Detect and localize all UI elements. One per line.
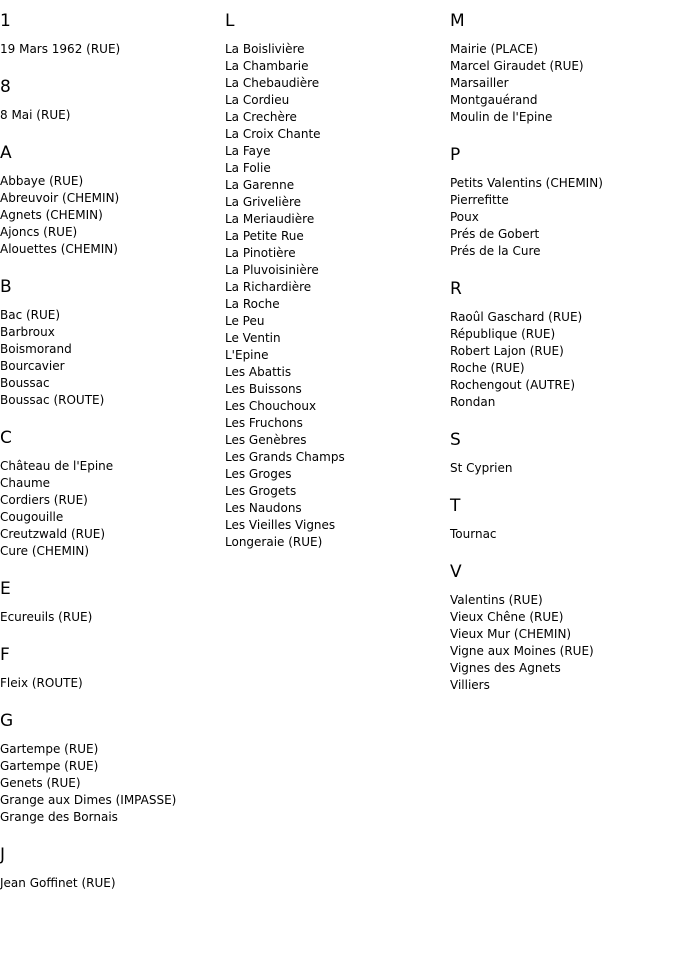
street-item (0, 675, 225, 692)
letter-heading: M (450, 11, 465, 31)
street-item (450, 460, 675, 477)
street-link[interactable]: La Crechère (225, 110, 297, 124)
street-item (0, 609, 225, 626)
street-item (0, 792, 225, 809)
street-link[interactable]: La Roche (225, 297, 280, 311)
street-item (225, 517, 450, 534)
street-item (225, 245, 450, 262)
street-link[interactable]: Grange aux Dimes (IMPASSE) (0, 793, 177, 807)
letter-heading: J (0, 845, 6, 865)
street-link[interactable]: Agnets (CHEMIN) (0, 208, 103, 222)
street-index-column-1 (0, 10, 225, 910)
street-list (0, 41, 225, 58)
street-link[interactable]: Abreuvoir (CHEMIN) (0, 191, 120, 205)
letter-heading: S (450, 430, 461, 450)
street-link[interactable]: Cougouille (0, 510, 64, 524)
street-index-column-3 (450, 10, 675, 712)
street-link[interactable]: Barbroux (0, 325, 55, 339)
street-item (450, 226, 675, 243)
street-item (450, 75, 675, 92)
street-index-column-2 (225, 10, 450, 569)
letter-group (0, 10, 225, 58)
street-link[interactable]: Bourcavier (0, 359, 65, 373)
street-item (0, 375, 225, 392)
letter-heading: 1 (0, 11, 11, 31)
letter-group (450, 429, 675, 477)
street-item (450, 377, 675, 394)
street-link[interactable]: La Pluvoisinière (225, 263, 319, 277)
letter-heading: A (0, 143, 12, 163)
street-item (450, 41, 675, 58)
letter-group (0, 844, 225, 892)
letter-heading: F (0, 645, 10, 665)
letter-group (0, 644, 225, 692)
street-item (0, 173, 225, 190)
street-item (225, 313, 450, 330)
street-link[interactable]: Poux (450, 210, 479, 224)
street-item (225, 160, 450, 177)
street-item (450, 58, 675, 75)
street-list (0, 107, 225, 124)
street-list (0, 675, 225, 692)
street-link[interactable]: Les Grogets (225, 484, 297, 498)
street-link[interactable]: La Petite Rue (225, 229, 304, 243)
street-link[interactable]: 19 Mars 1962 (RUE) (0, 42, 121, 56)
letter-group (450, 278, 675, 411)
street-link[interactable]: Prés de la Cure (450, 244, 541, 258)
street-item (225, 296, 450, 313)
street-link[interactable]: Les Buissons (225, 382, 302, 396)
street-link[interactable]: Chaume (0, 476, 51, 490)
letter-group (225, 10, 450, 551)
letter-group (0, 142, 225, 258)
street-link[interactable]: La Folie (225, 161, 271, 175)
street-link[interactable]: Moulin de l'Epine (450, 110, 553, 124)
street-link[interactable]: La Grivelière (225, 195, 302, 209)
street-link[interactable]: Les Fruchons (225, 416, 303, 430)
street-link[interactable]: La Meriaudière (225, 212, 315, 226)
street-link[interactable]: Petits Valentins (CHEMIN) (450, 176, 603, 190)
street-item (0, 543, 225, 560)
street-item (225, 483, 450, 500)
street-item (225, 58, 450, 75)
street-item (450, 660, 675, 677)
street-list (0, 307, 225, 409)
letter-heading: B (0, 277, 12, 297)
street-item (0, 107, 225, 124)
street-item (0, 875, 225, 892)
street-item (225, 109, 450, 126)
street-link[interactable]: Bac (RUE) (0, 308, 61, 322)
street-link[interactable]: Ecureuils (RUE) (0, 610, 93, 624)
street-link[interactable]: Vignes des Agnets (450, 661, 561, 675)
street-link[interactable]: 8 Mai (RUE) (0, 108, 71, 122)
street-link[interactable]: Raoûl Gaschard (RUE) (450, 310, 583, 324)
street-item (225, 398, 450, 415)
street-link[interactable]: Boussac (ROUTE) (0, 393, 105, 407)
street-link[interactable]: Villiers (450, 678, 490, 692)
street-link[interactable]: Longeraie (RUE) (225, 535, 323, 549)
street-item (0, 224, 225, 241)
street-link[interactable]: Vieux Mur (CHEMIN) (450, 627, 572, 641)
street-item (225, 364, 450, 381)
street-item (225, 279, 450, 296)
street-item (225, 466, 450, 483)
street-item (225, 143, 450, 160)
street-item (450, 677, 675, 694)
street-item (450, 326, 675, 343)
letter-group (450, 10, 675, 126)
street-link[interactable]: Tournac (450, 527, 497, 541)
street-link[interactable]: Valentins (RUE) (450, 593, 543, 607)
street-item (450, 243, 675, 260)
street-link[interactable]: Gartempe (RUE) (0, 742, 99, 756)
street-link[interactable]: La Garenne (225, 178, 295, 192)
street-item (225, 194, 450, 211)
street-link[interactable]: Le Ventin (225, 331, 281, 345)
street-list (225, 41, 450, 551)
street-item (225, 126, 450, 143)
street-link[interactable]: Les Grands Champs (225, 450, 345, 464)
street-item (0, 358, 225, 375)
street-link[interactable]: La Croix Chante (225, 127, 321, 141)
street-item (450, 92, 675, 109)
street-item (450, 109, 675, 126)
street-item (225, 41, 450, 58)
street-item (450, 209, 675, 226)
street-item (0, 392, 225, 409)
street-link[interactable]: Cordiers (RUE) (0, 493, 88, 507)
street-link[interactable]: La Pinotière (225, 246, 296, 260)
street-link[interactable]: Marsailler (450, 76, 509, 90)
letter-heading: R (450, 279, 462, 299)
street-link[interactable]: Prés de Gobert (450, 227, 540, 241)
street-link[interactable]: Boussac (0, 376, 50, 390)
letter-group (0, 578, 225, 626)
letter-heading: E (0, 579, 11, 599)
street-link[interactable]: Cure (CHEMIN) (0, 544, 90, 558)
letter-group (0, 276, 225, 409)
street-link[interactable]: Boismorand (0, 342, 72, 356)
street-item (0, 775, 225, 792)
letter-group (0, 427, 225, 560)
street-list (0, 741, 225, 826)
street-item (225, 228, 450, 245)
street-link[interactable]: La Boislivière (225, 42, 305, 56)
street-item (450, 526, 675, 543)
street-link[interactable]: Pierrefitte (450, 193, 509, 207)
street-link[interactable]: Les Vieilles Vignes (225, 518, 336, 532)
street-item (0, 741, 225, 758)
street-link[interactable]: République (RUE) (450, 327, 556, 341)
street-item (0, 241, 225, 258)
street-link[interactable]: Alouettes (CHEMIN) (0, 242, 118, 256)
street-link[interactable]: Le Peu (225, 314, 265, 328)
street-item (450, 626, 675, 643)
street-link[interactable]: Vigne aux Moines (RUE) (450, 644, 594, 658)
letter-heading: C (0, 428, 12, 448)
letter-group (0, 710, 225, 826)
street-link[interactable]: Rochengout (AUTRE) (450, 378, 576, 392)
street-link[interactable]: Jean Goffinet (RUE) (0, 876, 116, 890)
street-item (450, 343, 675, 360)
street-link[interactable]: Les Abattis (225, 365, 292, 379)
street-list (0, 609, 225, 626)
street-link[interactable]: La Chambarie (225, 59, 309, 73)
street-list (450, 592, 675, 694)
street-link[interactable]: St Cyprien (450, 461, 513, 475)
letter-group (0, 76, 225, 124)
street-link[interactable]: Marcel Giraudet (RUE) (450, 59, 584, 73)
street-item (0, 458, 225, 475)
street-link[interactable]: Fleix (ROUTE) (0, 676, 83, 690)
street-list (450, 309, 675, 411)
street-link[interactable]: Les Groges (225, 467, 292, 481)
street-item (225, 415, 450, 432)
street-list (0, 173, 225, 258)
street-link[interactable]: Grange des Bornais (0, 810, 118, 824)
street-link[interactable]: Vieux Chêne (RUE) (450, 610, 564, 624)
street-item (0, 475, 225, 492)
letter-heading: T (450, 496, 461, 516)
street-link[interactable]: La Cordieu (225, 93, 290, 107)
letter-group (450, 561, 675, 694)
street-item (450, 592, 675, 609)
street-item (0, 341, 225, 358)
street-list (450, 526, 675, 543)
street-item (0, 526, 225, 543)
street-link[interactable]: Ajoncs (RUE) (0, 225, 78, 239)
street-link[interactable]: Creutzwald (RUE) (0, 527, 106, 541)
letter-heading: G (0, 711, 14, 731)
street-link[interactable]: La Faye (225, 144, 271, 158)
street-link[interactable]: Roche (RUE) (450, 361, 525, 375)
street-item (450, 609, 675, 626)
street-item (450, 175, 675, 192)
street-link[interactable]: La Chebaudière (225, 76, 320, 90)
street-link[interactable]: Château de l'Epine (0, 459, 114, 473)
street-link[interactable]: Rondan (450, 395, 496, 409)
street-list (450, 460, 675, 477)
street-link[interactable]: Montgauérand (450, 93, 538, 107)
street-list (450, 175, 675, 260)
street-list (450, 41, 675, 126)
street-link[interactable]: Les Chouchoux (225, 399, 317, 413)
street-link[interactable]: Mairie (PLACE) (450, 42, 539, 56)
street-item (0, 307, 225, 324)
street-item (0, 190, 225, 207)
street-link[interactable]: Les Naudons (225, 501, 302, 515)
street-item (225, 449, 450, 466)
street-item (450, 309, 675, 326)
street-link[interactable]: La Richardière (225, 280, 312, 294)
street-item (225, 347, 450, 364)
street-link[interactable]: L'Epine (225, 348, 269, 362)
street-item (225, 75, 450, 92)
street-item (0, 509, 225, 526)
street-item (0, 809, 225, 826)
street-item (450, 643, 675, 660)
street-item (0, 492, 225, 509)
street-link[interactable]: Gartempe (RUE) (0, 759, 99, 773)
street-link[interactable]: Genets (RUE) (0, 776, 81, 790)
letter-heading: L (225, 11, 235, 31)
street-item (450, 394, 675, 411)
street-link[interactable]: Les Genèbres (225, 433, 307, 447)
street-item (0, 758, 225, 775)
street-item (0, 41, 225, 58)
letter-heading: V (450, 562, 462, 582)
street-item (0, 207, 225, 224)
street-item (225, 330, 450, 347)
letter-group (450, 495, 675, 543)
street-item (225, 211, 450, 228)
street-item (225, 262, 450, 279)
street-item (225, 177, 450, 194)
street-item (225, 92, 450, 109)
letter-heading: P (450, 145, 461, 165)
street-item (450, 360, 675, 377)
letter-heading: 8 (0, 77, 11, 97)
street-link[interactable]: Abbaye (RUE) (0, 174, 84, 188)
street-item (450, 192, 675, 209)
street-item (225, 534, 450, 551)
street-link[interactable]: Robert Lajon (RUE) (450, 344, 564, 358)
street-item (225, 500, 450, 517)
street-list (0, 458, 225, 560)
street-item (225, 381, 450, 398)
street-item (225, 432, 450, 449)
letter-group (450, 144, 675, 260)
street-list (0, 875, 225, 892)
street-item (0, 324, 225, 341)
